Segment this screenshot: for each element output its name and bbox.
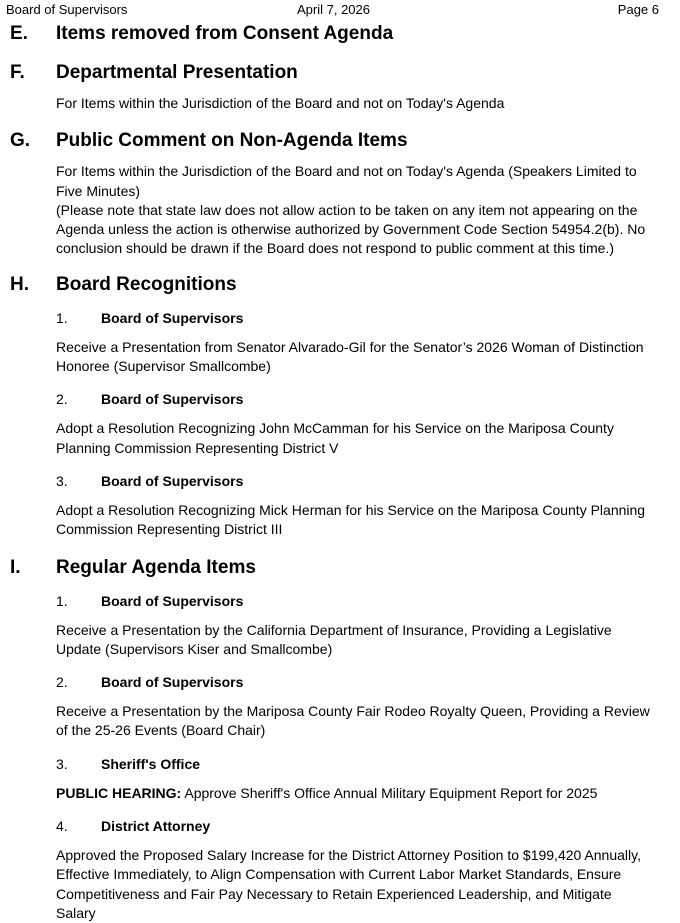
section-description: For Items within the Jurisdiction of the Board and not on Today's Agenda (Speakers Limited to Five Minutes) <box>56 163 637 199</box>
section-letter: H. <box>10 273 29 295</box>
item-number: 2. <box>56 391 68 408</box>
agenda-item <box>0 755 680 803</box>
section-f <box>0 60 680 113</box>
header-board-name: Board of Supervisors <box>6 2 128 17</box>
item-number: 2. <box>56 674 68 691</box>
agenda-item <box>0 673 680 741</box>
agenda-item <box>0 472 680 540</box>
section-i <box>0 555 680 923</box>
section-e <box>0 21 680 49</box>
item-number: 4. <box>56 818 68 835</box>
section-g <box>0 128 680 258</box>
agenda-item <box>0 309 680 377</box>
item-description: Adopt a Resolution Recognizing Mick Herman for his Service on the Mariposa County Planning Commission Representing District III <box>56 501 646 538</box>
header-page-number: Page 6 <box>617 2 659 17</box>
section-title: Regular Agenda Items <box>56 556 256 578</box>
section-description: For Items within the Jurisdiction of the Board and not on Today's Agenda <box>56 95 505 111</box>
item-number: 1. <box>56 309 68 326</box>
item-department: Sheriff's Office <box>101 755 201 772</box>
item-number: 3. <box>56 755 68 772</box>
item-department: Board of Supervisors <box>101 472 244 489</box>
item-description: Receive a Presentation by the Mariposa County Fair Rodeo Royalty Queen, Providing a Review of the 25-26 Events (Board Chair) <box>56 703 650 739</box>
item-number: 3. <box>56 472 68 489</box>
item-department: Board of Supervisors <box>101 309 244 326</box>
section-title: Departmental Presentation <box>56 62 298 83</box>
item-description: Approved the Proposed Salary Increase for the District Attorney Position to $199,420 Annually, Effective Immediately, to Align Compensation with Current Labor Market Standards, Ensure Competitiveness and Fair Pay Necessary to Retain Experienced Leadership, and Mitigate Salary <box>56 847 641 921</box>
agenda-item <box>0 390 680 458</box>
item-department: Board of Supervisors <box>101 391 244 408</box>
section-title: Public Comment on Non-Agenda Items <box>56 130 408 152</box>
item-description: Receive a Presentation from Senator Alvarado-Gil for the Senator’s 2026 Woman of Distinction Honoree (Supervisor Smallcombe) <box>56 338 644 375</box>
public-comment-notice: (Please note that state law does not allow action to be taken on any item not appearing on the Agenda unless the action is otherwise authorized by Government Code Section 54954.2(b). No conclusion should be drawn if the Board does not respond to public comment at this time.) <box>56 201 646 257</box>
item-number: 1. <box>56 592 68 609</box>
item-description: Receive a Presentation by the California Department of Insurance, Providing a Legislative Update (Supervisors Kiser and Smallcombe) <box>56 621 612 657</box>
agenda-content <box>0 21 680 923</box>
section-letter: G. <box>10 130 31 152</box>
item-description <box>56 784 654 803</box>
page-header <box>0 0 680 18</box>
section-letter: I. <box>10 556 21 578</box>
agenda-item <box>0 592 680 660</box>
item-description: Adopt a Resolution Recognizing John McCamman for his Service on the Mariposa County Planning Commission Representing District V <box>56 420 614 456</box>
item-department: District Attorney <box>101 818 211 835</box>
section-letter: F. <box>10 62 25 83</box>
item-department: Board of Supervisors <box>101 674 244 691</box>
header-date: April 7, 2026 <box>297 2 370 17</box>
section-h <box>0 272 680 540</box>
item-department: Board of Supervisors <box>101 592 244 609</box>
agenda-item <box>0 817 680 923</box>
section-title: Items removed from Consent Agenda <box>56 23 394 44</box>
section-letter: E. <box>10 23 28 44</box>
item-description-text: Approve Sheriff's Office Annual Military Equipment Report for 2025 <box>181 784 598 801</box>
section-title: Board Recognitions <box>56 273 237 295</box>
public-hearing-label: PUBLIC HEARING: <box>56 784 182 801</box>
